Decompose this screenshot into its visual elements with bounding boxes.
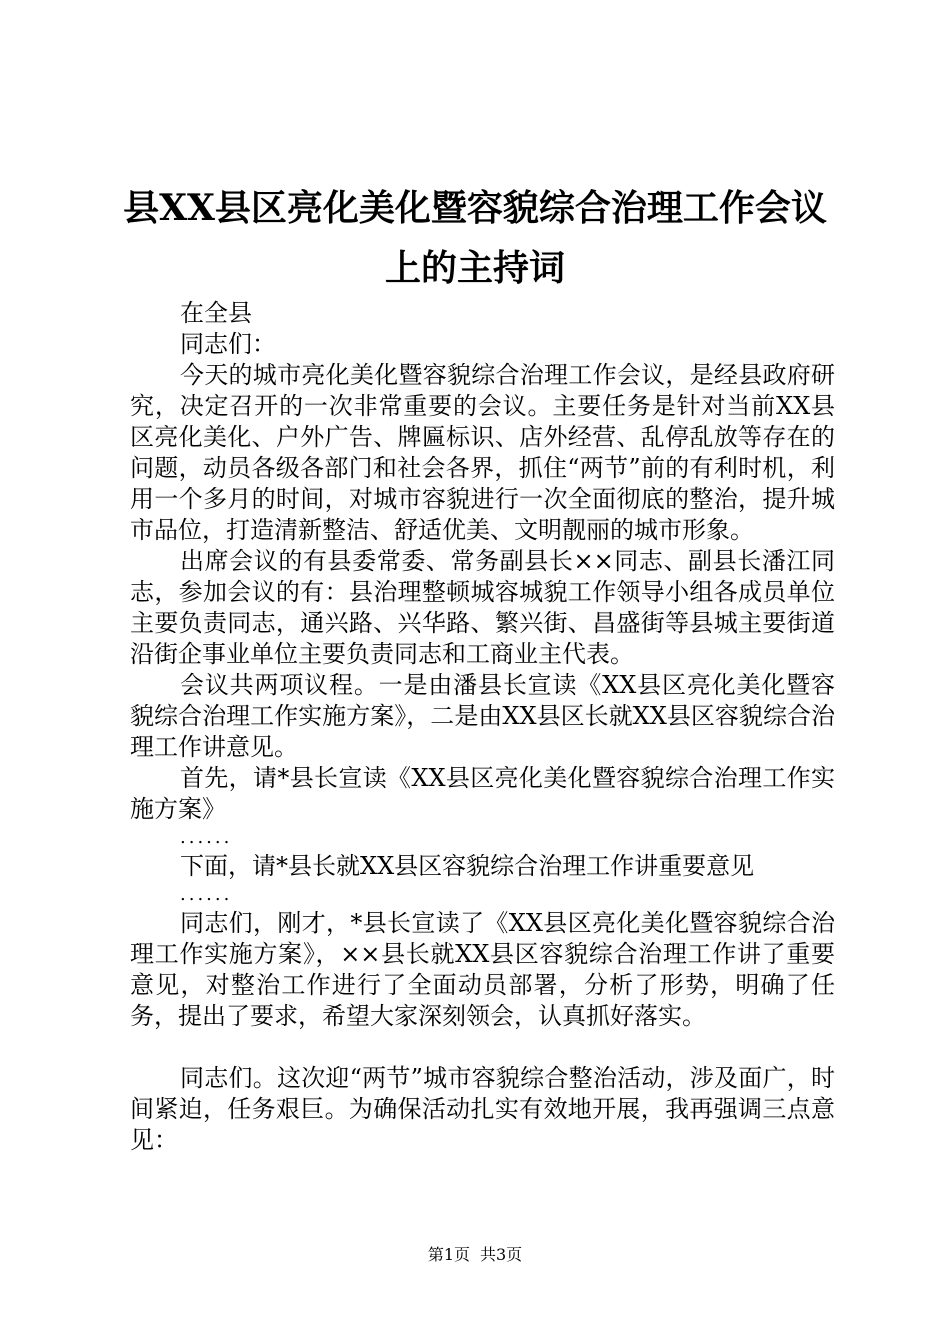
page-footer xyxy=(0,1245,950,1265)
paragraph-summary: 同志们，刚才，*县长宣读了《XX县区亮化美化暨容貌综合治理工作实施方案》，××县长就XX县区容貌综合治理工作讲了重要意见，对整治工作进行了全面动员部署，分析了形势，明确了任务，提出了要求，希望大家深刻领会，认真抓好落实。 xyxy=(130,909,835,1030)
page-number-total: 共3页 xyxy=(480,1245,523,1264)
paragraph-attendees: 出席会议的有县委常委、常务副县长××同志、副县长潘江同志，参加会议的有：县治理整顿城容城貌工作领导小组各成员单位主要负责同志，通兴路、兴华路、繁兴街、昌盛街等县城主要街道沿街企事业单位主要负责同志和工商业主代表。 xyxy=(130,547,835,668)
salutation: 同志们： xyxy=(180,330,276,358)
ellipsis-1: ...... xyxy=(180,827,233,848)
paragraph-agenda: 会议共两项议程。一是由潘县长宣读《XX县区亮化美化暨容貌综合治理工作实施方案》，二是由XX县区长就XX县区容貌综合治理工作讲意见。 xyxy=(130,671,835,761)
paragraph-emphasis: 同志们。这次迎“两节”城市容貌综合整治活动，涉及面广，时间紧迫，任务艰巨。为确保活动扎实有效地开展，我再强调三点意见： xyxy=(130,1064,835,1154)
document-title-line-1: 县XX县区亮化美化暨容貌综合治理工作会议 xyxy=(123,187,827,229)
opening-line: 在全县 xyxy=(180,299,252,327)
paragraph-first-item: 首先，请*县长宣读《XX县区亮化美化暨容貌综合治理工作实施方案》 xyxy=(130,764,835,823)
page-number-current: 第1页 xyxy=(427,1245,470,1264)
document-title-line-2: 上的主持词 xyxy=(384,247,565,289)
ellipsis-2: ...... xyxy=(180,884,233,905)
paragraph-second-item: 下面，请*县长就XX县区容貌综合治理工作讲重要意见 xyxy=(180,852,755,880)
document-body xyxy=(130,298,835,1156)
paragraph-meeting-purpose: 今天的城市亮化美化暨容貌综合治理工作会议，是经县政府研究，决定召开的一次非常重要的会议。主要任务是针对当前XX县区亮化美化、户外广告、牌匾标识、店外经营、乱停乱放等存在的问题，动员各级各部门和社会各界，抓住“两节”前的有利时机，利用一个多月的时间，对城市容貌进行一次全面彻底的整治，提升城市品位，打造清新整洁、舒适优美、文明靓丽的城市形象。 xyxy=(130,361,835,544)
